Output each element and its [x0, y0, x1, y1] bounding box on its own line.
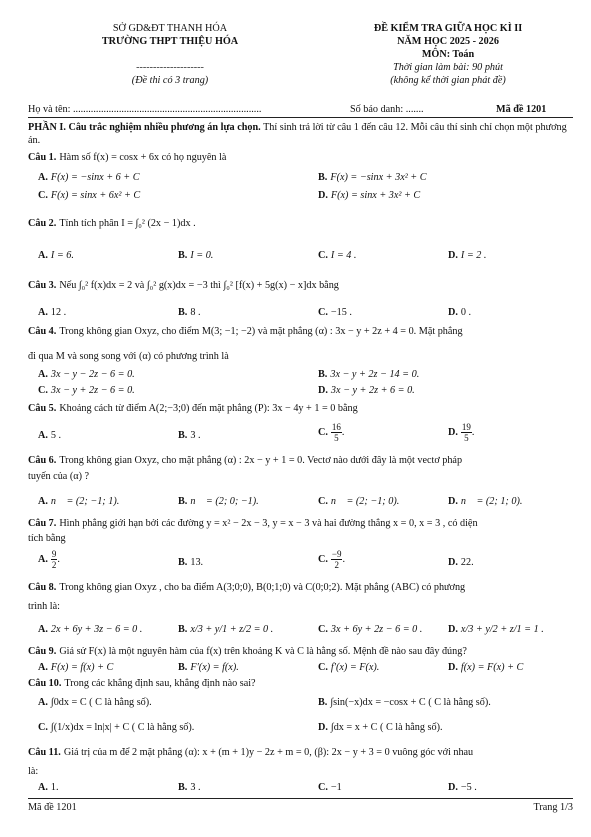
q4-option-d[interactable]: D. 3x − y + 2z + 6 = 0. — [318, 385, 415, 396]
q10-option-b[interactable]: B. ∫sin(−x)dx = −cosx + C ( C là hằng số). — [318, 697, 491, 708]
q11-option-c[interactable]: C. −1 — [318, 782, 342, 793]
name-field: Họ và tên: .......................................................................... — [28, 104, 262, 115]
q9-option-b[interactable]: B. F′(x) = f(x). — [178, 662, 239, 673]
q9-option-c[interactable]: C. f′(x) = F(x). — [318, 662, 380, 673]
q8-option-c[interactable]: C. 3x + 6y + 2z − 6 = 0 . — [318, 624, 423, 635]
header-right — [318, 22, 578, 87]
part1-instruction: Thí sinh trả lời từ câu 1 đến câu 12. Mỗi câu thí sinh chỉ chọn một phương án. — [28, 122, 567, 146]
q5-option-d[interactable]: D. $\frac{19}{5}$ . — [448, 422, 475, 443]
department: SỞ GD&ĐT THANH HÓA — [112, 23, 228, 34]
q7-option-b[interactable]: B. 13. — [178, 557, 204, 568]
question-10: Câu 10. Trong các khẳng định sau, khẳng định nào sai? — [28, 678, 256, 689]
question-6: Câu 6. Trong không gian Oxyz, cho mặt phẳng (α) : 2x − y + 1 = 0. Vectơ nào dưới đây là một vectơ pháp — [28, 455, 463, 466]
question-7-cont: tích bằng — [28, 533, 66, 544]
q6-option-c[interactable]: C. n⃗ = (2; −1; 0). — [318, 496, 400, 507]
q10-option-a[interactable]: A. ∫0dx = C ( C là hằng số). — [38, 697, 152, 708]
question-4: Câu 4. Trong không gian Oxyz, cho điểm M(3; −1; −2) và mặt phẳng (α) : 3x − y + 2z + 4 = 0. Mặt phẳng — [28, 326, 463, 337]
q1-option-a[interactable]: A. F(x) = −sinx + 6 + C — [38, 172, 140, 183]
part1-heading — [28, 122, 573, 148]
question-8-cont: trình là: — [28, 601, 60, 612]
q6-option-d[interactable]: D. n⃗ = (2; 1; 0). — [448, 496, 523, 507]
subject: MÔN: Toán — [421, 49, 475, 60]
time-note: (không kể thời gian phát đề) — [390, 75, 506, 86]
part1-title: PHẦN I. Câu trắc nghiệm nhiều phương án lựa chọn. — [28, 122, 261, 133]
header-left — [60, 22, 280, 87]
q8-option-b[interactable]: B. x/3 + y/1 + z/2 = 0 . — [178, 624, 274, 635]
divider-bottom — [28, 798, 573, 799]
q2-option-d[interactable]: D. I = 2 . — [448, 250, 487, 261]
q10-option-c[interactable]: C. ∫(1/x)dx = ln|x| + C ( C là hằng số). — [38, 722, 195, 733]
question-8: Câu 8. Trong không gian Oxyz , cho ba điểm A(3;0;0), B(0;1;0) và C(0;0;2). Mặt phẳng (ABC) có phương — [28, 582, 466, 593]
q3-option-d[interactable]: D. 0 . — [448, 307, 472, 318]
q7-option-d[interactable]: D. 22. — [448, 557, 474, 568]
question-1: Câu 1. Hàm số f(x) = cosx + 6x có họ nguyên là — [28, 152, 227, 163]
q9-option-d[interactable]: D. f(x) = F(x) + C — [448, 662, 524, 673]
question-9: Câu 9. Giả sử F(x) là một nguyên hàm của f(x) trên khoảng K và C là hằng số. Mệnh đề nào sau đây đúng? — [28, 646, 467, 657]
q5-option-c[interactable]: C. $\frac{16}{5}$ . — [318, 422, 345, 443]
q4-option-c[interactable]: C. 3x − y + 2z − 6 = 0. — [38, 385, 135, 396]
candidate-info — [28, 104, 573, 118]
q10-option-d[interactable]: D. ∫dx = x + C ( C là hằng số). — [318, 722, 443, 733]
q4-option-a[interactable]: A. 3x − y − 2z − 6 = 0. — [38, 369, 135, 380]
sbd-field: Số báo danh: ....... — [350, 104, 424, 115]
question-7: Câu 7. Hình phẳng giới hạn bởi các đường y = x² − 2x − 3, y = x − 3 và hai đường thẳng x = 0, x = 3 , có diện — [28, 518, 478, 529]
question-4-cont: đi qua M và song song với (α) có phương trình là — [28, 351, 229, 362]
pages-note: (Đề thi có 3 trang) — [131, 75, 209, 86]
question-2: Câu 2. Tính tích phân I = ∫₀² (2x − 1)dx . — [28, 218, 196, 229]
question-5: Câu 5. Khoảng cách từ điểm A(2;−3;0) đến mặt phẳng (P): 3x − 4y + 1 = 0 bằng — [28, 403, 358, 414]
footer-code: Mã đề 1201 — [28, 802, 77, 813]
q2-option-b[interactable]: B. I = 0. — [178, 250, 214, 261]
question-6-cont: tuyến của (α) ? — [28, 471, 90, 482]
school-name: TRƯỜNG THPT THIỆU HÓA — [101, 36, 239, 47]
q5-option-b[interactable]: B. 3 . — [178, 430, 201, 441]
q11-option-a[interactable]: A. 1. — [38, 782, 59, 793]
q1-option-c[interactable]: C. F(x) = sinx + 6x² + C — [38, 190, 141, 201]
question-11: Câu 11. Giá trị của m để 2 mặt phẳng (α): x + (m + 1)y − 2z + m = 0, (β): 2x − y + 3 = 0 vuông góc với nhau — [28, 747, 474, 758]
q4-option-b[interactable]: B. 3x − y + 2z − 14 = 0. — [318, 369, 420, 380]
q3-option-c[interactable]: C. −15 . — [318, 307, 352, 318]
q7-option-c[interactable]: C. $\frac{-9}{2}$ . — [318, 549, 346, 570]
q8-option-d[interactable]: D. x/3 + y/2 + z/1 = 1 . — [448, 624, 544, 635]
q3-option-b[interactable]: B. 8 . — [178, 307, 201, 318]
exam-code: Mã đề 1201 — [496, 104, 547, 115]
q6-option-a[interactable]: A. n⃗ = (2; −1; 1). — [38, 496, 120, 507]
q3-option-a[interactable]: A. 12 . — [38, 307, 67, 318]
q7-option-a[interactable]: A. $\frac{9}{2}$ . — [38, 549, 60, 570]
q2-option-a[interactable]: A. I = 6. — [38, 250, 74, 261]
exam-title: ĐỀ KIỂM TRA GIỮA HỌC KÌ II — [373, 23, 523, 34]
q11-option-d[interactable]: D. −5 . — [448, 782, 477, 793]
question-3: Câu 3. Nếu ∫₀² f(x)dx = 2 và ∫₀² g(x)dx = −3 thì ∫₀² [f(x) + 5g(x) − x]dx bằng — [28, 280, 339, 291]
q1-option-b[interactable]: B. F(x) = −sinx + 3x² + C — [318, 172, 427, 183]
divider-top — [28, 117, 573, 118]
q1-option-d[interactable]: D. F(x) = sinx + 3x² + C — [318, 190, 421, 201]
footer-page: Trang 1/3 — [533, 802, 573, 813]
q6-option-b[interactable]: B. n⃗ = (2; 0; −1). — [178, 496, 259, 507]
question-11-cont: là: — [28, 766, 39, 777]
q8-option-a[interactable]: A. 2x + 6y + 3z − 6 = 0 . — [38, 624, 143, 635]
q9-option-a[interactable]: A. F(x) = f(x) + C — [38, 662, 114, 673]
q11-option-b[interactable]: B. 3 . — [178, 782, 201, 793]
school-year: NĂM HỌC 2025 - 2026 — [397, 36, 499, 47]
time-limit: Thời gian làm bài: 90 phút — [393, 62, 503, 73]
q5-option-a[interactable]: A. 5 . — [38, 430, 62, 441]
q2-option-c[interactable]: C. I = 4 . — [318, 250, 357, 261]
separator: -------------------- — [136, 62, 204, 73]
